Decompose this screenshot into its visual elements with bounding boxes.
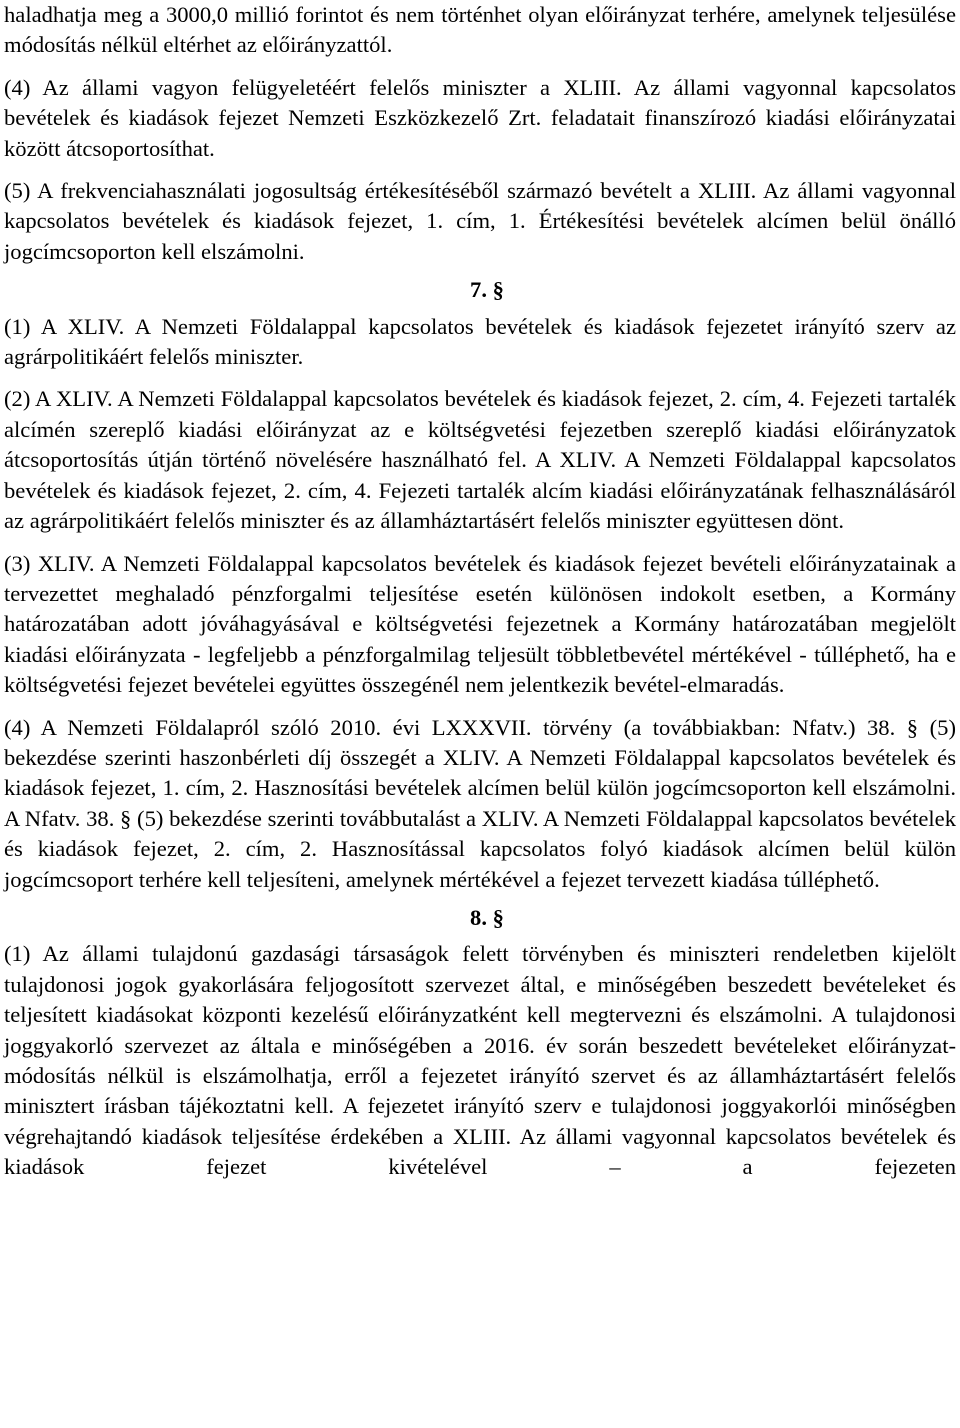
paragraph-7-3: (3) XLIV. A Nemzeti Földalappal kapcsolatos bevételek és kiadások fejezet bevételi előirányzatainak a tervezettet meghaladó pénzforgalmi teljesítése esetén különösen indokolt esetben, a Kormány határozatában adott jóváhagyásával e költségvetési fejezetnek a Kormány határozatában megjelölt kiadási előirányzata - legfeljebb a pénzforgalmilag teljesült többletbevétel mértékével - túlléphető, ha e költségvetési fejezet bevételei együttes összegénél nem jelentkezik bevétel-elmaradás. [4, 550, 956, 698]
paragraph-8-1: (1) Az állami tulajdonú gazdasági társaságok felett törvényben és miniszteri rendeletben kijelölt tulajdonosi jogok gyakorlására feljogosított szervezet által, e minőségében beszedett bevételeket és teljesített kiadásokat központi kezelésű előirányzatként kell megtervezni és elszámolni. A tulajdonosi joggyakorló szervezet az általa e minőségében a 2016. év során beszedett bevételeket előirányzat-módosítás nélkül is elszámolhatja, erről a fejezetet irányító szervet és az államháztartásért felelős minisztert írásban tájékoztatni kell. A fejezetet irányító szerv e tulajdonosi joggyakorlói minőségben végrehajtandó kiadások teljesítése érdekében a XLIII. Az állami vagyonnal kapcsolatos bevételek és kiadások fejezet kivételével – a fejezeten [4, 941, 956, 1180]
paragraph-7-2: (2) A XLIV. A Nemzeti Földalappal kapcsolatos bevételek és kiadások fejezet, 2. cím, 4. Fejezeti tartalék alcímén szereplő kiadási előirányzat az e költségvetési fejezetben szereplő kiadási előirányzatok átcsoportosítás útján történő növelésére használható fel. A XLIV. A Nemzeti Földalappal kapcsolatos bevételek és kiadások fejezet, 2. cím, 4. Fejezeti tartalék alcím kiadási előirányzatának felhasználásáról az agrárpolitikáért felelős miniszter és az államháztartásért felelős miniszter együttesen dönt. [4, 386, 956, 534]
section-heading-8: 8. § [470, 904, 504, 930]
document-page [4, 0, 956, 1183]
paragraph-continuation: haladhatja meg a 3000,0 millió forintot és nem történhet olyan előirányzat terhére, amelynek teljesülése módosítás nélkül eltérhet az előirányzattól. [4, 2, 956, 58]
paragraph-6-4: (4) Az állami vagyon felügyeletéért felelős miniszter a XLIII. Az állami vagyonnal kapcsolatos bevételek és kiadások fejezet Nemzeti Eszközkezelő Zrt. feladatait finanszírozó kiadási előirányzatai között átcsoportosíthat. [4, 74, 956, 161]
paragraph-7-1: (1) A XLIV. A Nemzeti Földalappal kapcsolatos bevételek és kiadások fejezetet irányító szerv az agrárpolitikáért felelős miniszter. [4, 313, 956, 370]
paragraph-7-4: (4) A Nemzeti Földalapról szóló 2010. évi LXXXVII. törvény (a továbbiakban: Nfatv.) 38. § (5) bekezdése szerinti haszonbérleti díj összegét a XLIV. A Nemzeti Földalappal kapcsolatos bevételek és kiadások fejezet, 1. cím, 2. Hasznosítási bevételek alcímen belül külön jogcímcsoporton kell elszámolni. A Nfatv. 38. § (5) bekezdése szerinti továbbutalást a XLIV. A Nemzeti Földalappal kapcsolatos bevételek és kiadások fejezet, 2. cím, 2. Hasznosítással kapcsolatos folyó kiadások alcímen belül külön jogcímcsoport terhére kell teljesíteni, amelynek mértékével a fejezet tervezett kiadása túlléphető. [4, 714, 956, 892]
section-heading-7: 7. § [470, 277, 504, 303]
paragraph-6-5: (5) A frekvenciahasználati jogosultság értékesítéséből származó bevételt a XLIII. Az állami vagyonnal kapcsolatos bevételek és kiadások fejezet, 1. cím, 1. Értékesítési bevételek alcímen belül önálló jogcímcsoporton kell elszámolni. [4, 178, 956, 264]
